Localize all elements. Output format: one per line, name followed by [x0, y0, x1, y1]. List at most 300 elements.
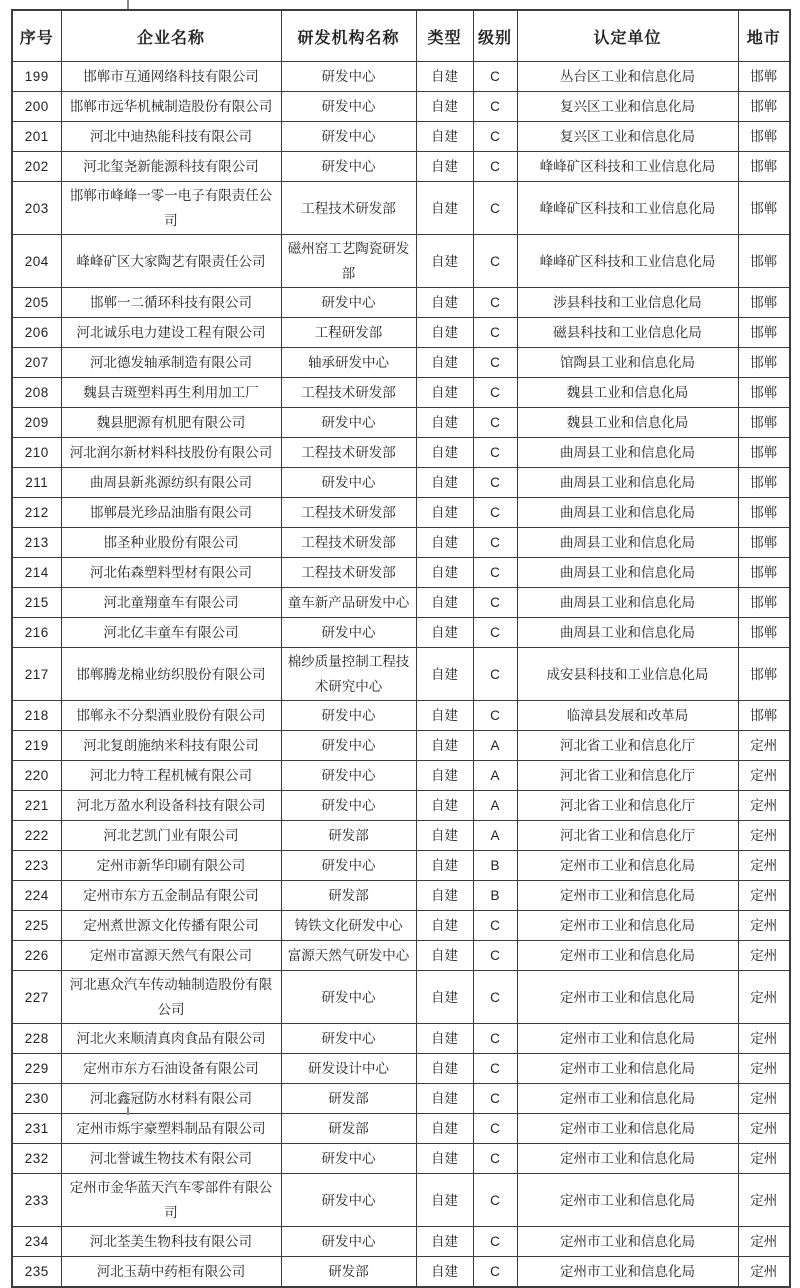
cell-type: 自建: [416, 1024, 473, 1054]
cell-city: 定州: [738, 1054, 790, 1084]
cell-no: 217: [12, 648, 61, 701]
cell-type: 自建: [416, 648, 473, 701]
table-row: [12, 821, 790, 851]
cell-company: 河北荃美生物科技有限公司: [61, 1227, 281, 1257]
table-row: [12, 701, 790, 731]
cell-no: 206: [12, 318, 61, 348]
header-city: 地市: [738, 10, 790, 62]
cell-company: 河北童翔童车有限公司: [61, 588, 281, 618]
cell-level: C: [473, 1174, 517, 1227]
cell-authority: 峰峰矿区科技和工业信息化局: [517, 182, 738, 235]
cell-authority: 定州市工业和信息化局: [517, 1144, 738, 1174]
cell-level: C: [473, 911, 517, 941]
cell-city: 定州: [738, 911, 790, 941]
cell-type: 自建: [416, 152, 473, 182]
cell-city: 定州: [738, 1144, 790, 1174]
cell-company: 河北润尔新材料科技股份有限公司: [61, 438, 281, 468]
cell-authority: 定州市工业和信息化局: [517, 1054, 738, 1084]
cell-authority: 定州市工业和信息化局: [517, 971, 738, 1024]
cell-city: 邯郸: [738, 318, 790, 348]
cell-type: 自建: [416, 851, 473, 881]
cell-level: C: [473, 498, 517, 528]
cell-institution: 工程技术研发部: [281, 182, 416, 235]
cell-city: 邯郸: [738, 701, 790, 731]
cell-no: 234: [12, 1227, 61, 1257]
cell-institution: 童车新产品研发中心: [281, 588, 416, 618]
cell-company: 邯郸一二循环科技有限公司: [61, 288, 281, 318]
cell-authority: 复兴区工业和信息化局: [517, 122, 738, 152]
cell-company: 河北玺尧新能源科技有限公司: [61, 152, 281, 182]
cell-institution: 研发中心: [281, 971, 416, 1024]
cell-company: 河北复朗施纳米科技有限公司: [61, 731, 281, 761]
table-row: [12, 1174, 790, 1227]
cell-type: 自建: [416, 378, 473, 408]
cell-institution: 研发部: [281, 1114, 416, 1144]
table-row: [12, 62, 790, 92]
header-certifying-authority: 认定单位: [517, 10, 738, 62]
cell-level: C: [473, 1257, 517, 1288]
cell-type: 自建: [416, 182, 473, 235]
cell-level: C: [473, 1144, 517, 1174]
cell-institution: 研发中心: [281, 761, 416, 791]
cell-authority: 曲周县工业和信息化局: [517, 588, 738, 618]
cell-institution: 富源天然气研发中心: [281, 941, 416, 971]
cell-type: 自建: [416, 92, 473, 122]
cell-institution: 研发中心: [281, 468, 416, 498]
cell-no: 211: [12, 468, 61, 498]
table-row: [12, 182, 790, 235]
table-row: [12, 468, 790, 498]
cell-authority: 定州市工业和信息化局: [517, 1114, 738, 1144]
cell-no: 215: [12, 588, 61, 618]
cell-authority: 复兴区工业和信息化局: [517, 92, 738, 122]
table-body: [12, 62, 790, 1288]
cell-authority: 定州市工业和信息化局: [517, 881, 738, 911]
cell-company: 河北艺凯门业有限公司: [61, 821, 281, 851]
cell-no: 213: [12, 528, 61, 558]
rd-institutions-table: [11, 9, 791, 1288]
table-row: [12, 288, 790, 318]
cell-level: C: [473, 1024, 517, 1054]
cell-company: 定州市新华印刷有限公司: [61, 851, 281, 881]
cell-city: 定州: [738, 731, 790, 761]
cell-authority: 峰峰矿区科技和工业信息化局: [517, 152, 738, 182]
cell-no: 205: [12, 288, 61, 318]
cell-company: 河北万盈水利设备科技有限公司: [61, 791, 281, 821]
cell-level: C: [473, 408, 517, 438]
cell-city: 邯郸: [738, 235, 790, 288]
cell-city: 邯郸: [738, 62, 790, 92]
cell-company: 邯郸市远华机械制造股份有限公司: [61, 92, 281, 122]
cell-authority: 河北省工业和信息化厅: [517, 761, 738, 791]
table-row: [12, 1114, 790, 1144]
cell-type: 自建: [416, 731, 473, 761]
cell-type: 自建: [416, 528, 473, 558]
table-row: [12, 318, 790, 348]
cell-authority: 曲周县工业和信息化局: [517, 438, 738, 468]
cell-no: 221: [12, 791, 61, 821]
cell-type: 自建: [416, 468, 473, 498]
cell-no: 216: [12, 618, 61, 648]
cell-level: C: [473, 1114, 517, 1144]
cell-authority: 定州市工业和信息化局: [517, 1227, 738, 1257]
cell-type: 自建: [416, 588, 473, 618]
cell-institution: 研发中心: [281, 92, 416, 122]
table-row: [12, 235, 790, 288]
cell-level: C: [473, 235, 517, 288]
cell-authority: 成安县科技和工业信息化局: [517, 648, 738, 701]
cell-level: C: [473, 438, 517, 468]
cell-no: 212: [12, 498, 61, 528]
cell-company: 河北火来顺清真肉食品有限公司: [61, 1024, 281, 1054]
cell-type: 自建: [416, 941, 473, 971]
cell-no: 222: [12, 821, 61, 851]
cell-company: 河北中迪热能科技有限公司: [61, 122, 281, 152]
table-row: [12, 438, 790, 468]
cell-level: A: [473, 731, 517, 761]
cell-type: 自建: [416, 911, 473, 941]
cell-no: 225: [12, 911, 61, 941]
cell-level: C: [473, 92, 517, 122]
cell-level: C: [473, 152, 517, 182]
cell-city: 定州: [738, 851, 790, 881]
cell-no: 218: [12, 701, 61, 731]
cell-city: 邯郸: [738, 182, 790, 235]
table-row: [12, 528, 790, 558]
cell-type: 自建: [416, 122, 473, 152]
cell-institution: 研发中心: [281, 62, 416, 92]
cell-type: 自建: [416, 1054, 473, 1084]
cell-company: 河北鑫冠防水材料有限公司: [61, 1084, 281, 1114]
cell-company: 定州市富源天然气有限公司: [61, 941, 281, 971]
cell-institution: 工程技术研发部: [281, 438, 416, 468]
table-row: [12, 1144, 790, 1174]
cell-authority: 河北省工业和信息化厅: [517, 821, 738, 851]
cell-level: A: [473, 791, 517, 821]
cell-company: 河北力特工程机械有限公司: [61, 761, 281, 791]
page-crop-artifact-bottom: [127, 1107, 129, 1115]
cell-authority: 河北省工业和信息化厅: [517, 791, 738, 821]
cell-no: 199: [12, 62, 61, 92]
table-row: [12, 122, 790, 152]
cell-institution: 研发中心: [281, 851, 416, 881]
table-row: [12, 498, 790, 528]
cell-institution: 研发中心: [281, 701, 416, 731]
cell-company: 定州市烁宇豪塑料制品有限公司: [61, 1114, 281, 1144]
cell-authority: 临漳县发展和改革局: [517, 701, 738, 731]
cell-company: 河北诚乐电力建设工程有限公司: [61, 318, 281, 348]
cell-type: 自建: [416, 288, 473, 318]
cell-type: 自建: [416, 318, 473, 348]
cell-city: 定州: [738, 1257, 790, 1288]
table-row: [12, 881, 790, 911]
cell-company: 定州煮世源文化传播有限公司: [61, 911, 281, 941]
cell-company: 峰峰矿区大家陶艺有限责任公司: [61, 235, 281, 288]
cell-city: 定州: [738, 1084, 790, 1114]
cell-level: C: [473, 318, 517, 348]
cell-type: 自建: [416, 791, 473, 821]
cell-company: 魏县吉斑塑料再生利用加工厂: [61, 378, 281, 408]
table-row: [12, 408, 790, 438]
cell-authority: 定州市工业和信息化局: [517, 1024, 738, 1054]
cell-company: 魏县肥源有机肥有限公司: [61, 408, 281, 438]
cell-city: 邯郸: [738, 468, 790, 498]
cell-no: 201: [12, 122, 61, 152]
cell-authority: 定州市工业和信息化局: [517, 1174, 738, 1227]
table-row: [12, 588, 790, 618]
cell-type: 自建: [416, 558, 473, 588]
cell-institution: 工程技术研发部: [281, 378, 416, 408]
cell-city: 邯郸: [738, 618, 790, 648]
cell-no: 207: [12, 348, 61, 378]
cell-no: 210: [12, 438, 61, 468]
cell-type: 自建: [416, 498, 473, 528]
cell-company: 定州市东方五金制品有限公司: [61, 881, 281, 911]
cell-institution: 研发中心: [281, 152, 416, 182]
cell-level: C: [473, 971, 517, 1024]
cell-institution: 研发中心: [281, 408, 416, 438]
table-row: [12, 791, 790, 821]
cell-institution: 研发中心: [281, 1024, 416, 1054]
cell-authority: 河北省工业和信息化厅: [517, 731, 738, 761]
cell-company: 邯郸永不分梨酒业股份有限公司: [61, 701, 281, 731]
cell-company: 河北玉葫中药柜有限公司: [61, 1257, 281, 1288]
cell-level: C: [473, 122, 517, 152]
cell-institution: 研发中心: [281, 618, 416, 648]
cell-city: 定州: [738, 791, 790, 821]
cell-institution: 研发中心: [281, 791, 416, 821]
cell-institution: 研发部: [281, 1084, 416, 1114]
cell-company: 河北德发轴承制造有限公司: [61, 348, 281, 378]
cell-city: 邯郸: [738, 648, 790, 701]
cell-institution: 棉纱质量控制工程技术研究中心: [281, 648, 416, 701]
cell-city: 邯郸: [738, 152, 790, 182]
cell-institution: 工程技术研发部: [281, 498, 416, 528]
cell-authority: 定州市工业和信息化局: [517, 941, 738, 971]
cell-level: C: [473, 701, 517, 731]
cell-level: C: [473, 62, 517, 92]
table-row: [12, 348, 790, 378]
cell-city: 邯郸: [738, 378, 790, 408]
cell-authority: 曲周县工业和信息化局: [517, 468, 738, 498]
cell-type: 自建: [416, 235, 473, 288]
cell-level: C: [473, 648, 517, 701]
cell-no: 231: [12, 1114, 61, 1144]
cell-authority: 曲周县工业和信息化局: [517, 618, 738, 648]
cell-city: 邯郸: [738, 528, 790, 558]
cell-no: 229: [12, 1054, 61, 1084]
cell-company: 邯郸市互通网络科技有限公司: [61, 62, 281, 92]
cell-no: 223: [12, 851, 61, 881]
cell-city: 邯郸: [738, 122, 790, 152]
cell-authority: 曲周县工业和信息化局: [517, 528, 738, 558]
table-row: [12, 378, 790, 408]
cell-level: A: [473, 821, 517, 851]
header-level: 级别: [473, 10, 517, 62]
table-row: [12, 911, 790, 941]
cell-authority: 丛台区工业和信息化局: [517, 62, 738, 92]
cell-company: 河北亿丰童车有限公司: [61, 618, 281, 648]
cell-type: 自建: [416, 1144, 473, 1174]
table-row: [12, 618, 790, 648]
cell-level: C: [473, 618, 517, 648]
cell-city: 定州: [738, 971, 790, 1024]
cell-no: 209: [12, 408, 61, 438]
cell-company: 定州市东方石油设备有限公司: [61, 1054, 281, 1084]
cell-authority: 峰峰矿区科技和工业信息化局: [517, 235, 738, 288]
header-row: [12, 10, 790, 62]
cell-city: 定州: [738, 1024, 790, 1054]
cell-level: C: [473, 528, 517, 558]
cell-no: 235: [12, 1257, 61, 1288]
cell-authority: 磁县科技和工业信息化局: [517, 318, 738, 348]
cell-company: 邯郸市峰峰一零一电子有限责任公司: [61, 182, 281, 235]
table-row: [12, 971, 790, 1024]
cell-institution: 研发中心: [281, 1144, 416, 1174]
cell-institution: 磁州窑工艺陶瓷研发部: [281, 235, 416, 288]
header-type: 类型: [416, 10, 473, 62]
cell-type: 自建: [416, 761, 473, 791]
cell-no: 203: [12, 182, 61, 235]
cell-no: 220: [12, 761, 61, 791]
cell-company: 曲周县新兆源纺织有限公司: [61, 468, 281, 498]
table-row: [12, 761, 790, 791]
cell-no: 232: [12, 1144, 61, 1174]
cell-city: 定州: [738, 761, 790, 791]
cell-type: 自建: [416, 618, 473, 648]
cell-type: 自建: [416, 1257, 473, 1288]
cell-institution: 研发部: [281, 821, 416, 851]
cell-institution: 研发部: [281, 1257, 416, 1288]
cell-city: 定州: [738, 1227, 790, 1257]
table-row: [12, 1054, 790, 1084]
cell-no: 219: [12, 731, 61, 761]
cell-level: B: [473, 881, 517, 911]
cell-type: 自建: [416, 1174, 473, 1227]
cell-authority: 曲周县工业和信息化局: [517, 498, 738, 528]
cell-no: 224: [12, 881, 61, 911]
cell-company: 定州市金华蓝天汽车零部件有限公司: [61, 1174, 281, 1227]
cell-institution: 工程技术研发部: [281, 528, 416, 558]
cell-type: 自建: [416, 881, 473, 911]
header-serial-number: 序号: [12, 10, 61, 62]
cell-level: C: [473, 941, 517, 971]
cell-type: 自建: [416, 62, 473, 92]
cell-city: 邯郸: [738, 438, 790, 468]
table-row: [12, 941, 790, 971]
table-row: [12, 1257, 790, 1288]
header-company-name: 企业名称: [61, 10, 281, 62]
cell-company: 河北惠众汽车传动轴制造股份有限公司: [61, 971, 281, 1024]
cell-city: 定州: [738, 1174, 790, 1227]
cell-city: 邯郸: [738, 558, 790, 588]
cell-no: 204: [12, 235, 61, 288]
cell-institution: 研发中心: [281, 1174, 416, 1227]
cell-city: 定州: [738, 1114, 790, 1144]
cell-type: 自建: [416, 348, 473, 378]
cell-authority: 魏县工业和信息化局: [517, 378, 738, 408]
table-row: [12, 92, 790, 122]
table-row: [12, 1227, 790, 1257]
cell-type: 自建: [416, 821, 473, 851]
cell-authority: 曲周县工业和信息化局: [517, 558, 738, 588]
cell-city: 邯郸: [738, 92, 790, 122]
cell-level: C: [473, 182, 517, 235]
cell-no: 226: [12, 941, 61, 971]
cell-institution: 研发中心: [281, 731, 416, 761]
cell-city: 定州: [738, 941, 790, 971]
cell-company: 河北佑森塑料型材有限公司: [61, 558, 281, 588]
cell-authority: 定州市工业和信息化局: [517, 851, 738, 881]
cell-no: 227: [12, 971, 61, 1024]
table-row: [12, 648, 790, 701]
cell-level: C: [473, 288, 517, 318]
cell-city: 邯郸: [738, 408, 790, 438]
cell-city: 邯郸: [738, 588, 790, 618]
cell-level: A: [473, 761, 517, 791]
cell-no: 233: [12, 1174, 61, 1227]
cell-city: 邯郸: [738, 348, 790, 378]
cell-type: 自建: [416, 438, 473, 468]
table-row: [12, 558, 790, 588]
cell-level: C: [473, 1227, 517, 1257]
cell-no: 208: [12, 378, 61, 408]
cell-city: 定州: [738, 881, 790, 911]
cell-company: 河北誉诚生物技术有限公司: [61, 1144, 281, 1174]
cell-institution: 研发部: [281, 881, 416, 911]
cell-type: 自建: [416, 971, 473, 1024]
cell-institution: 工程研发部: [281, 318, 416, 348]
cell-type: 自建: [416, 1114, 473, 1144]
cell-type: 自建: [416, 408, 473, 438]
cell-company: 邯郸腾龙棉业纺织股份有限公司: [61, 648, 281, 701]
cell-level: C: [473, 1054, 517, 1084]
cell-city: 邯郸: [738, 498, 790, 528]
cell-authority: 定州市工业和信息化局: [517, 911, 738, 941]
page-crop-artifact-top: [127, 0, 129, 9]
cell-institution: 研发中心: [281, 1227, 416, 1257]
table-row: [12, 152, 790, 182]
cell-company: 邯圣种业股份有限公司: [61, 528, 281, 558]
cell-level: C: [473, 588, 517, 618]
cell-authority: 馆陶县工业和信息化局: [517, 348, 738, 378]
table-header: [12, 10, 790, 62]
cell-level: B: [473, 851, 517, 881]
cell-no: 228: [12, 1024, 61, 1054]
cell-level: C: [473, 348, 517, 378]
cell-company: 邯郸晨光珍品油脂有限公司: [61, 498, 281, 528]
table-row: [12, 851, 790, 881]
header-institution-name: 研发机构名称: [281, 10, 416, 62]
cell-institution: 铸铁文化研发中心: [281, 911, 416, 941]
cell-city: 定州: [738, 821, 790, 851]
cell-level: C: [473, 558, 517, 588]
cell-type: 自建: [416, 701, 473, 731]
cell-city: 邯郸: [738, 288, 790, 318]
cell-level: C: [473, 378, 517, 408]
cell-no: 202: [12, 152, 61, 182]
cell-authority: 魏县工业和信息化局: [517, 408, 738, 438]
cell-institution: 轴承研发中心: [281, 348, 416, 378]
cell-level: C: [473, 468, 517, 498]
cell-authority: 涉县科技和工业信息化局: [517, 288, 738, 318]
cell-no: 230: [12, 1084, 61, 1114]
cell-institution: 研发中心: [281, 288, 416, 318]
cell-authority: 定州市工业和信息化局: [517, 1084, 738, 1114]
cell-no: 200: [12, 92, 61, 122]
table-row: [12, 731, 790, 761]
cell-type: 自建: [416, 1084, 473, 1114]
